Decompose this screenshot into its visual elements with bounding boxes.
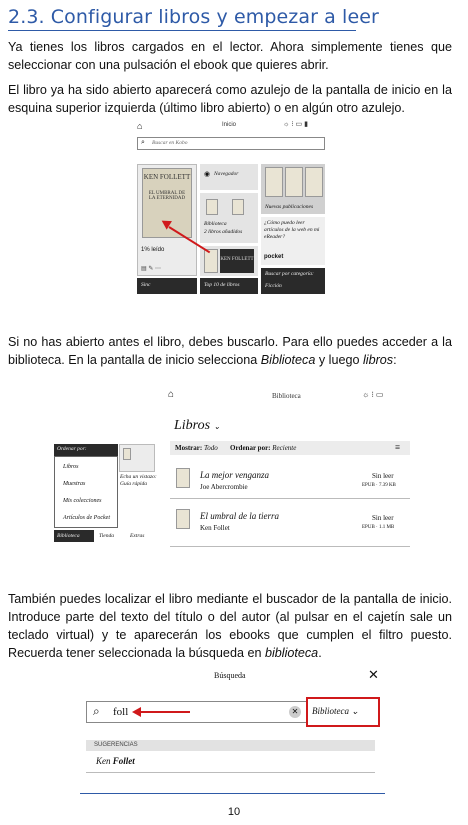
mini-cover xyxy=(220,249,254,273)
row-divider xyxy=(86,772,375,773)
suggestion-match: Follet xyxy=(112,756,135,766)
red-arrow xyxy=(140,711,190,713)
p3-em-biblioteca: Biblioteca xyxy=(260,353,316,367)
cover-author: KEN FOLLETT xyxy=(143,173,191,181)
page-number: 10 xyxy=(227,806,241,818)
p4-text-2: . xyxy=(318,646,322,660)
order-value: Reciente xyxy=(272,444,297,452)
libros-label: Libros xyxy=(174,418,211,433)
book2-title[interactable]: El umbral de la tierra xyxy=(200,511,279,521)
nav-extras[interactable]: Extras xyxy=(130,533,145,539)
filter-bar xyxy=(170,441,410,455)
search-query: foll xyxy=(113,706,129,718)
mini-book xyxy=(285,167,303,197)
new-pubs-tile[interactable] xyxy=(261,164,325,214)
menu-item-libros[interactable]: Libros xyxy=(63,464,79,470)
p3-text-2: y luego xyxy=(315,353,363,367)
library-screenshot xyxy=(54,388,410,556)
order-filter[interactable] xyxy=(230,444,296,452)
menu-icon[interactable]: ≡ xyxy=(395,442,401,452)
libros-dropdown[interactable] xyxy=(174,418,220,434)
search-icon: ⌕ xyxy=(93,704,100,718)
status-icons: ☼ ⁝ ▭ xyxy=(362,390,384,399)
cover-title: EL UMBRAL DE LA ETERNIDAD xyxy=(148,191,186,201)
p3-em-libros: libros xyxy=(362,353,394,367)
home-icon: ⌂ xyxy=(137,121,143,131)
progress-text: 1% leído xyxy=(141,247,165,253)
category-label: Buscar por categoría: xyxy=(265,271,314,277)
home-icon: ⌂ xyxy=(168,389,175,400)
suggestion-text: Ken xyxy=(96,756,113,766)
row-divider xyxy=(170,546,410,547)
pocket-text: ¿Cómo puedo leer artículos de la web en mi eReader? xyxy=(264,220,320,240)
tile-actions-icons: ▤ ✎ ⋯ xyxy=(141,266,162,272)
library-tile-sub: 2 libros añadidos xyxy=(204,229,243,235)
menu-item-muestras[interactable]: Muestras xyxy=(63,481,86,487)
scope-dropdown[interactable] xyxy=(312,706,359,717)
arrow-head-icon xyxy=(132,707,141,717)
book1-title[interactable]: La mejor venganza xyxy=(200,470,269,480)
home-search-input[interactable] xyxy=(137,137,325,150)
home-title: Inicio xyxy=(222,122,237,128)
p3-text-3: : xyxy=(393,353,397,367)
status-icons: ☼ ⁝ ▭ ▮ xyxy=(283,121,308,128)
navigator-label: Navegador xyxy=(214,171,239,177)
heading-underline xyxy=(8,30,356,31)
mini-book xyxy=(206,199,218,215)
sync-tile[interactable] xyxy=(137,278,197,294)
search-screenshot xyxy=(86,666,382,781)
pocket-brand: pocket xyxy=(264,254,284,260)
background-tile xyxy=(119,444,155,472)
close-icon[interactable]: ✕ xyxy=(368,667,379,682)
chevron-down-icon: ⌄ xyxy=(351,706,359,716)
book-thumb xyxy=(176,468,190,488)
p3-text: Si no has abierto antes el libro, debes buscarlo. Para ello puedes acceder a la biblioteca. En la pantalla de inicio selecciona xyxy=(8,335,452,367)
category-value: Ficción xyxy=(265,283,282,289)
scope-label: Biblioteca xyxy=(312,706,349,716)
book2-meta: EPUB · 1.1 MB xyxy=(362,525,395,530)
nav-tienda[interactable]: Tienda xyxy=(99,533,114,539)
navigator-tile[interactable] xyxy=(200,164,258,190)
nav-biblioteca-label: Biblioteca xyxy=(57,533,80,539)
clear-icon[interactable]: ✕ xyxy=(289,706,301,718)
suggestions-header xyxy=(86,740,375,751)
search-icon: ⌕ xyxy=(141,139,145,146)
mini-book xyxy=(265,167,283,197)
book1-status: Sin leer xyxy=(372,472,394,480)
home-screenshot xyxy=(137,118,325,298)
chevron-down-icon: ⌄ xyxy=(213,422,221,431)
search-placeholder: Buscar en Kobo xyxy=(152,140,188,146)
side-text: Echa un vistazo: Guía rápida xyxy=(120,474,157,487)
book1-meta: EPUB · 7.39 KB xyxy=(362,483,396,488)
new-pubs-label: Nuevas publicaciones xyxy=(265,204,314,210)
section-heading: 2.3. Configurar libros y empezar a leer xyxy=(8,6,379,28)
paragraph-4 xyxy=(8,590,452,662)
menu-header-label: Ordenar por: xyxy=(57,446,87,452)
suggestion-item[interactable] xyxy=(96,756,135,766)
top10-tile[interactable] xyxy=(200,278,258,294)
mini-cover-author: KEN FOLLETT xyxy=(220,257,254,262)
pocket-tile[interactable] xyxy=(261,217,325,265)
book2-author: Ken Follet xyxy=(200,524,230,532)
book1-author: Joe Abercrombie xyxy=(200,483,248,491)
library-tile-label: Biblioteca xyxy=(204,221,227,227)
sync-label: Sinc xyxy=(141,282,151,288)
order-label: Ordenar por: xyxy=(230,444,271,452)
show-label: Mostrar: xyxy=(175,444,203,452)
top10-label: Top 10 de libros xyxy=(204,282,240,288)
show-value: Todo xyxy=(203,444,218,452)
menu-item-colecciones[interactable]: Mis colecciones xyxy=(63,498,102,504)
nav-biblioteca[interactable] xyxy=(54,530,94,542)
library-tile[interactable] xyxy=(200,193,258,243)
menu-header xyxy=(54,444,118,456)
mini-book xyxy=(305,167,323,197)
show-filter[interactable] xyxy=(175,444,218,452)
search-input[interactable] xyxy=(86,701,308,723)
paragraph-3 xyxy=(8,333,452,369)
p4-em-biblioteca: biblioteca xyxy=(264,646,319,660)
category-tile[interactable] xyxy=(261,268,325,294)
menu-item-pocket[interactable]: Artículos de Pocket xyxy=(63,515,110,521)
mini-book xyxy=(123,448,131,460)
footer-rule xyxy=(80,793,385,794)
library-title: Biblioteca xyxy=(272,392,301,400)
paragraph-1: Ya tienes los libros cargados en el lector. Ahora simplemente tienes que seleccionar con una pulsación el ebook que quieres abrir. xyxy=(8,40,452,72)
mini-book xyxy=(204,249,218,273)
p4-text: También puedes localizar el libro mediante el buscador de la pantalla de inicio. Introduce parte del texto del título o del autor (al pulsar en el cajetín sale un teclado virtual) y te aparecerán los ebooks que cumplen el filtro puesto. Recuerda tener seleccionada la búsqueda en xyxy=(8,592,452,660)
paragraph-2: El libro ya ha sido abierto aparecerá como azulejo de la pantalla de inicio en la esquina superior izquierda (último libro abierto) o en algún otro azulejo. xyxy=(8,83,452,115)
book2-status: Sin leer xyxy=(372,514,394,522)
library-popup-menu xyxy=(54,456,118,528)
suggestions-label: SUGERENCIAS xyxy=(94,742,138,748)
mini-book xyxy=(232,199,244,215)
row-divider xyxy=(170,498,410,499)
search-title: Búsqueda xyxy=(214,671,246,680)
navigator-icon: ◉ xyxy=(204,171,211,178)
book-thumb xyxy=(176,509,190,529)
